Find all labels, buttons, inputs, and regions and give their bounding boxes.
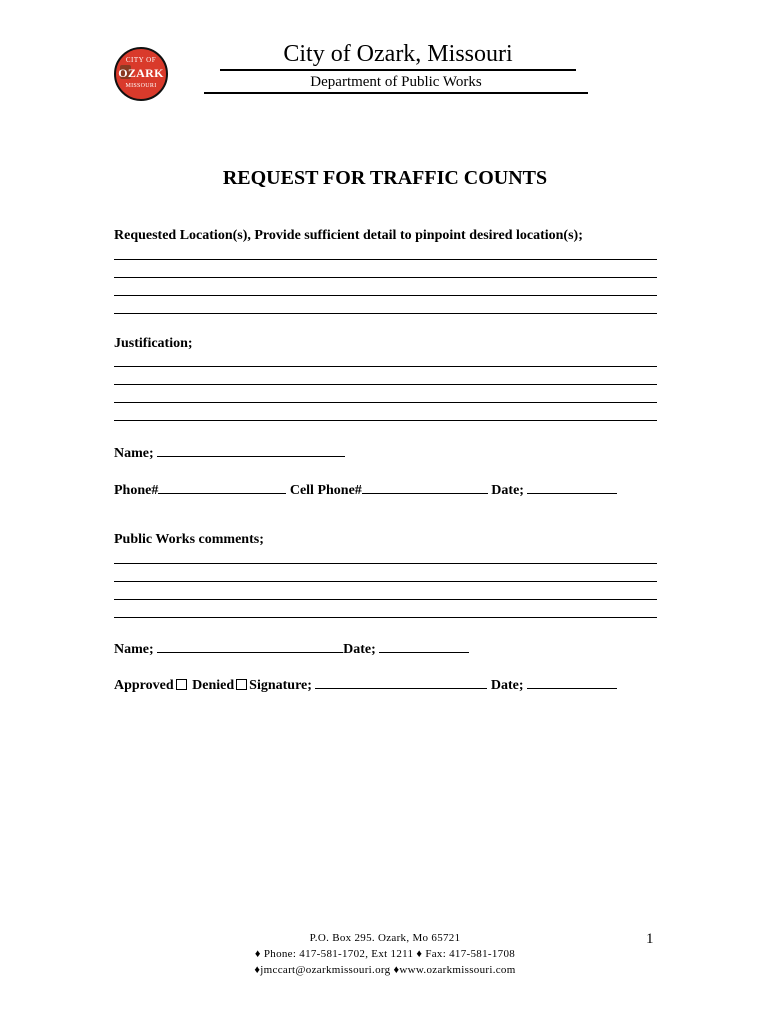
pw-date-field[interactable] [379, 638, 469, 653]
date-label: Date; [491, 483, 524, 498]
approval-row [114, 674, 617, 695]
locations-label: Requested Location(s), Provide sufficient detail to pinpoint desired location(s); [114, 228, 583, 243]
requester-name-row [114, 442, 345, 463]
pw-name-label: Name; [114, 642, 154, 657]
denied-label: Denied [192, 678, 235, 693]
locations-line-4[interactable] [114, 313, 657, 314]
pw-comments-label: Public Works comments; [114, 532, 264, 547]
cell-phone-label: Cell Phone# [289, 483, 362, 498]
pw-comments-line-3[interactable] [114, 599, 657, 600]
date-field[interactable] [527, 479, 617, 494]
approved-checkbox[interactable] [176, 679, 187, 690]
signature-date-label: Date; [490, 678, 524, 693]
footer-address: P.O. Box 295. Ozark, Mo 65721 [309, 932, 461, 944]
signature-field[interactable] [315, 674, 487, 689]
denied-checkbox[interactable] [236, 679, 247, 690]
pw-comments-line-1[interactable] [114, 563, 657, 564]
approved-label: Approved [114, 678, 174, 693]
name-label: Name; [114, 446, 154, 461]
cell-phone-field[interactable] [362, 479, 488, 494]
department-heading: Department of Public Works [204, 73, 588, 94]
justification-line-2[interactable] [114, 384, 657, 385]
city-seal-logo [114, 47, 168, 101]
justification-line-3[interactable] [114, 402, 657, 403]
signature-label: Signature; [249, 678, 312, 693]
phone-row [114, 479, 617, 500]
locations-line-3[interactable] [114, 295, 657, 296]
locations-line-2[interactable] [114, 277, 657, 278]
form-title: REQUEST FOR TRAFFIC COUNTS [222, 167, 548, 189]
seal-text-bottom: MISSOURI [125, 83, 157, 89]
pw-name-field[interactable] [157, 638, 343, 653]
name-field[interactable] [157, 442, 345, 457]
pw-comments-line-2[interactable] [114, 581, 657, 582]
justification-label: Justification; [114, 336, 193, 351]
seal-text-top: CITY OF [125, 56, 157, 64]
footer-contact: ♦jmccart@ozarkmissouri.org ♦www.ozarkmissouri.com [254, 964, 516, 976]
locations-line-1[interactable] [114, 259, 657, 260]
seal-text-main: OZARK [118, 66, 164, 80]
pw-comments-line-4[interactable] [114, 617, 657, 618]
justification-line-4[interactable] [114, 420, 657, 421]
pw-date-label: Date; [343, 642, 376, 657]
phone-label: Phone# [114, 483, 159, 498]
justification-line-1[interactable] [114, 366, 657, 367]
page-number: 1 [646, 931, 654, 947]
pw-name-row [114, 638, 469, 659]
phone-field[interactable] [158, 479, 286, 494]
signature-date-field[interactable] [527, 674, 617, 689]
footer-phone: ♦ Phone: 417-581-1702, Ext 1211 ♦ Fax: 417-581-1708 [254, 948, 516, 960]
city-name-heading: City of Ozark, Missouri [220, 40, 576, 71]
